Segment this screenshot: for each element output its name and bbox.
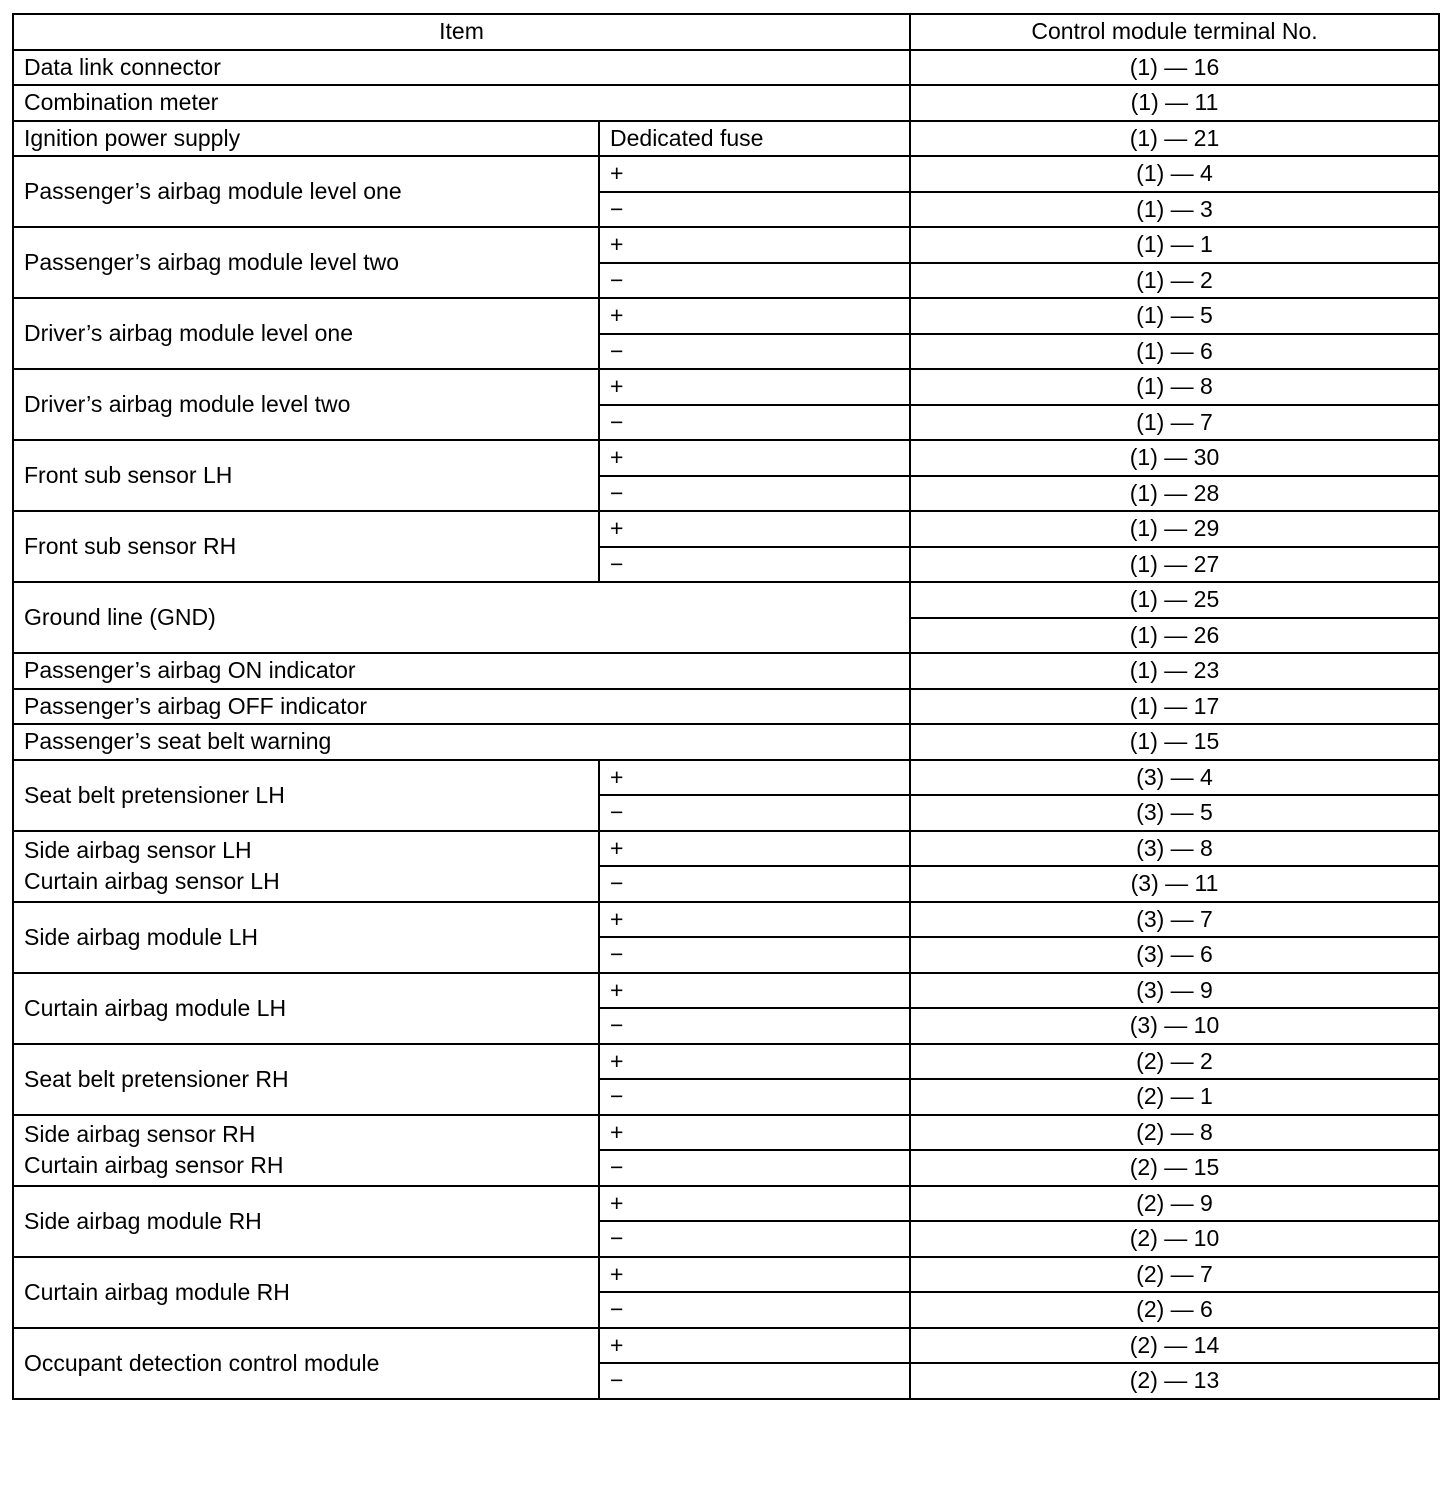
- terminal-cell: (1) — 17: [910, 689, 1439, 725]
- table-row: [13, 50, 1439, 86]
- item-cell: [13, 760, 599, 831]
- polarity-cell: +: [599, 1328, 910, 1364]
- item-cell: [13, 50, 910, 86]
- polarity-cell: +: [599, 760, 910, 796]
- terminal-cell: (1) — 6: [910, 334, 1439, 370]
- table-row: [13, 831, 1439, 867]
- polarity-cell: −: [599, 795, 910, 831]
- polarity-cell: −: [599, 334, 910, 370]
- item-label: Side airbag module RH: [24, 1207, 262, 1234]
- item-cell: [13, 1328, 599, 1399]
- terminal-cell: (1) — 26: [910, 618, 1439, 654]
- polarity-cell: +: [599, 1115, 910, 1151]
- table-row: [13, 1186, 1439, 1222]
- polarity-cell: −: [599, 405, 910, 441]
- table-row: [13, 121, 1439, 157]
- item-label: Data link connector: [24, 53, 221, 80]
- item-cell: [13, 440, 599, 511]
- terminal-cell: (1) — 2: [910, 263, 1439, 299]
- terminal-table: [12, 13, 1440, 1400]
- terminal-cell: (3) — 9: [910, 973, 1439, 1009]
- terminal-cell: (2) — 7: [910, 1257, 1439, 1293]
- item-cell: [13, 369, 599, 440]
- terminal-cell: (1) — 3: [910, 192, 1439, 228]
- item-label: Passenger’s seat belt warning: [24, 728, 332, 755]
- polarity-cell: +: [599, 1044, 910, 1080]
- header-terminal: Control module terminal No.: [910, 14, 1439, 50]
- table-row: [13, 227, 1439, 263]
- polarity-cell: −: [599, 476, 910, 512]
- polarity-cell: +: [599, 1186, 910, 1222]
- item-label: Front sub sensor LH: [24, 462, 233, 488]
- polarity-cell: −: [599, 937, 910, 973]
- terminal-cell: (1) — 30: [910, 440, 1439, 476]
- terminal-cell: (1) — 11: [910, 85, 1439, 121]
- table-row: [13, 369, 1439, 405]
- item-label: Passenger’s airbag module level two: [24, 249, 400, 275]
- polarity-cell: +: [599, 973, 910, 1009]
- terminal-cell: (3) — 7: [910, 902, 1439, 938]
- terminal-cell: (2) — 2: [910, 1044, 1439, 1080]
- terminal-cell: (3) — 10: [910, 1008, 1439, 1044]
- terminal-cell: (1) — 1: [910, 227, 1439, 263]
- polarity-cell: +: [599, 511, 910, 547]
- terminal-cell: (1) — 16: [910, 50, 1439, 86]
- sub-item-cell: Dedicated fuse: [599, 121, 910, 157]
- terminal-cell: (1) — 27: [910, 547, 1439, 583]
- item-cell: [13, 724, 910, 760]
- table-row: [13, 902, 1439, 938]
- item-label: Passenger’s airbag ON indicator: [24, 657, 356, 684]
- table-row: [13, 1044, 1439, 1080]
- item-label: Driver’s airbag module level two: [24, 391, 351, 417]
- item-cell: [13, 689, 910, 725]
- table-row: [13, 1115, 1439, 1151]
- terminal-cell: (1) — 8: [910, 369, 1439, 405]
- terminal-cell: (2) — 15: [910, 1150, 1439, 1186]
- table-row: [13, 973, 1439, 1009]
- polarity-cell: −: [599, 263, 910, 299]
- item-label-secondary: Curtain airbag sensor LH: [24, 868, 280, 894]
- item-cell: [13, 156, 599, 227]
- terminal-cell: (2) — 1: [910, 1079, 1439, 1115]
- terminal-cell: (3) — 4: [910, 760, 1439, 796]
- polarity-cell: −: [599, 547, 910, 583]
- item-label: Side airbag sensor RH: [24, 1121, 256, 1147]
- terminal-cell: (1) — 4: [910, 156, 1439, 192]
- terminal-cell: (2) — 14: [910, 1328, 1439, 1364]
- terminal-cell: (1) — 25: [910, 582, 1439, 618]
- polarity-cell: +: [599, 1257, 910, 1293]
- polarity-cell: +: [599, 831, 910, 867]
- polarity-cell: +: [599, 156, 910, 192]
- header-row: [13, 14, 1439, 50]
- item-cell: [13, 973, 599, 1044]
- item-cell: [13, 298, 599, 369]
- polarity-cell: +: [599, 440, 910, 476]
- polarity-cell: −: [599, 1150, 910, 1186]
- polarity-cell: +: [599, 369, 910, 405]
- polarity-cell: +: [599, 902, 910, 938]
- polarity-cell: +: [599, 298, 910, 334]
- item-cell: [13, 653, 910, 689]
- terminal-cell: (1) — 5: [910, 298, 1439, 334]
- polarity-cell: +: [599, 227, 910, 263]
- table-row: [13, 760, 1439, 796]
- item-cell: [13, 1186, 599, 1257]
- item-label: Front sub sensor RH: [24, 533, 237, 559]
- table-row: [13, 85, 1439, 121]
- terminal-cell: (3) — 6: [910, 937, 1439, 973]
- table-body: [13, 50, 1439, 1399]
- table-row: [13, 511, 1439, 547]
- item-cell: [13, 121, 599, 157]
- item-label: Side airbag sensor LH: [24, 837, 252, 863]
- terminal-cell: (1) — 7: [910, 405, 1439, 441]
- terminal-cell: (2) — 8: [910, 1115, 1439, 1151]
- item-label: Seat belt pretensioner RH: [24, 1065, 289, 1092]
- table-row: [13, 582, 1439, 618]
- polarity-cell: −: [599, 866, 910, 902]
- terminal-cell: (1) — 21: [910, 121, 1439, 157]
- item-label: Side airbag module LH: [24, 923, 258, 950]
- table-row: [13, 724, 1439, 760]
- polarity-cell: −: [599, 1363, 910, 1399]
- item-cell: [13, 85, 910, 121]
- terminal-cell: (2) — 13: [910, 1363, 1439, 1399]
- item-cell: [13, 511, 599, 582]
- item-label: Passenger’s airbag module level one: [24, 178, 402, 204]
- item-label: Curtain airbag module LH: [24, 994, 287, 1021]
- item-label-secondary: Curtain airbag sensor RH: [24, 1152, 284, 1178]
- polarity-cell: −: [599, 1079, 910, 1115]
- terminal-cell: (1) — 28: [910, 476, 1439, 512]
- item-cell: [13, 1044, 599, 1115]
- table-row: [13, 156, 1439, 192]
- terminal-cell: (1) — 29: [910, 511, 1439, 547]
- item-label: Passenger’s airbag OFF indicator: [24, 692, 368, 719]
- terminal-cell: (3) — 8: [910, 831, 1439, 867]
- item-label: Driver’s airbag module level one: [24, 320, 353, 346]
- terminal-cell: (2) — 9: [910, 1186, 1439, 1222]
- terminal-cell: (3) — 5: [910, 795, 1439, 831]
- item-cell: [13, 227, 599, 298]
- item-cell: [13, 831, 599, 902]
- table-row: [13, 298, 1439, 334]
- item-cell: [13, 582, 910, 653]
- item-label: Seat belt pretensioner LH: [24, 781, 285, 808]
- table-row: [13, 689, 1439, 725]
- terminal-cell: (3) — 11: [910, 866, 1439, 902]
- table-row: [13, 1257, 1439, 1293]
- table-row: [13, 1328, 1439, 1364]
- polarity-cell: −: [599, 192, 910, 228]
- header-item: Item: [13, 14, 910, 50]
- item-cell: [13, 1115, 599, 1186]
- item-label: Combination meter: [24, 89, 219, 116]
- terminal-cell: (1) — 23: [910, 653, 1439, 689]
- item-cell: [13, 902, 599, 973]
- terminal-cell: (1) — 15: [910, 724, 1439, 760]
- table-row: [13, 440, 1439, 476]
- item-label: Ignition power supply: [24, 124, 241, 151]
- polarity-cell: −: [599, 1008, 910, 1044]
- item-cell: [13, 1257, 599, 1328]
- item-label: Ground line (GND): [24, 604, 216, 630]
- terminal-cell: (2) — 10: [910, 1221, 1439, 1257]
- item-label: Curtain airbag module RH: [24, 1278, 290, 1305]
- item-label: Occupant detection control module: [24, 1349, 380, 1376]
- polarity-cell: −: [599, 1292, 910, 1328]
- table-row: [13, 653, 1439, 689]
- terminal-cell: (2) — 6: [910, 1292, 1439, 1328]
- polarity-cell: −: [599, 1221, 910, 1257]
